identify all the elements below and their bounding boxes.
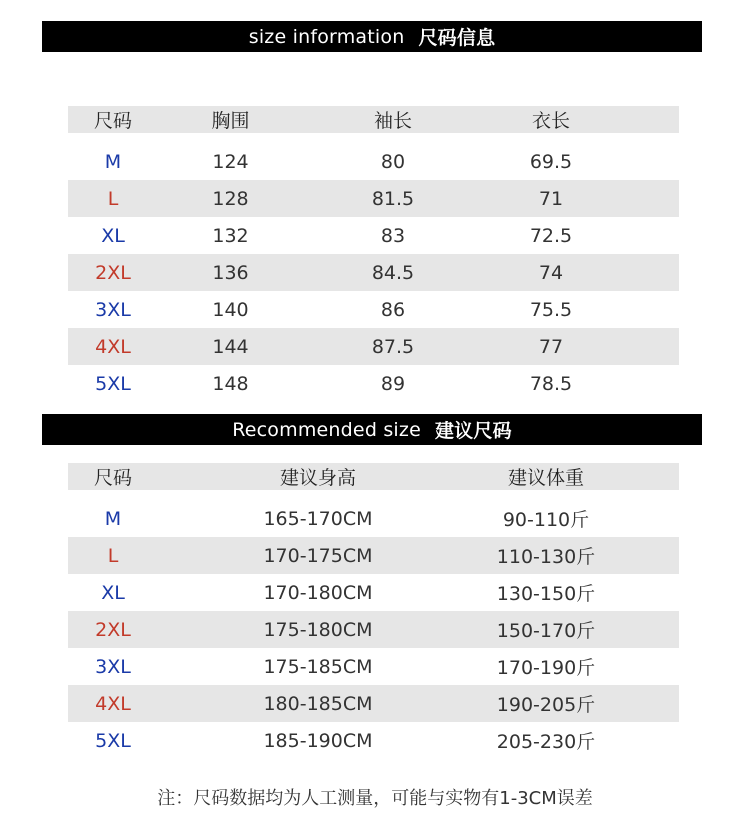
table-row xyxy=(68,722,679,759)
size-information-table xyxy=(68,106,679,402)
height-cell: 170-180CM xyxy=(263,581,373,604)
chest-cell: 124 xyxy=(212,150,249,173)
table-row xyxy=(68,495,679,537)
table-row xyxy=(68,254,679,291)
spacer-cell xyxy=(619,291,679,328)
height-cell: 180-185CM xyxy=(158,685,478,722)
spacer-cell xyxy=(614,648,679,685)
table-row xyxy=(68,365,679,402)
banner-title-zh: 尺码信息 xyxy=(418,27,496,49)
size-cell: 2XL xyxy=(68,611,158,648)
sleeve-cell: 89 xyxy=(380,372,406,395)
spacer-cell xyxy=(614,685,679,722)
spacer-cell xyxy=(619,217,679,254)
spacer-cell xyxy=(614,722,679,759)
header-sleeve: 袖长 xyxy=(303,106,483,138)
height-cell: 170-175CM xyxy=(158,537,478,574)
spacer-cell xyxy=(619,138,679,180)
size-information-banner xyxy=(42,21,702,52)
measurement-note: 注：尺码数据均为人工测量，可能与实物有1-3CM误差 xyxy=(157,788,593,809)
recommended-size-table xyxy=(68,463,679,759)
sleeve-cell: 80 xyxy=(380,150,406,173)
table-row xyxy=(68,138,679,180)
spacer-cell xyxy=(619,180,679,217)
size-cell: 2XL xyxy=(68,254,158,291)
size-cell: M xyxy=(104,507,122,530)
length-cell: 77 xyxy=(483,328,619,365)
size-cell: 5XL xyxy=(95,372,131,395)
sleeve-cell: 84.5 xyxy=(303,254,483,291)
length-cell: 75.5 xyxy=(529,298,573,321)
height-cell: 175-180CM xyxy=(158,611,478,648)
chest-cell: 144 xyxy=(158,328,303,365)
sleeve-cell: 86 xyxy=(380,298,406,321)
size-cell: M xyxy=(104,150,122,173)
spacer-cell xyxy=(619,254,679,291)
size-cell: 5XL xyxy=(95,729,131,752)
weight-cell: 190-205斤 xyxy=(478,685,614,722)
size-cell: XL xyxy=(101,224,125,247)
spacer-cell xyxy=(614,537,679,574)
size-cell: 4XL xyxy=(68,328,158,365)
header-size: 尺码 xyxy=(68,106,158,138)
chest-cell: 132 xyxy=(212,224,249,247)
weight-cell: 150-170斤 xyxy=(478,611,614,648)
spacer-cell xyxy=(614,495,679,537)
table-row xyxy=(68,537,679,574)
banner-title-zh: 建议尺码 xyxy=(434,420,512,442)
size-cell: 3XL xyxy=(95,655,131,678)
header-chest: 胸围 xyxy=(158,106,303,138)
length-cell: 78.5 xyxy=(529,372,573,395)
height-cell: 165-170CM xyxy=(263,507,373,530)
table-header-row xyxy=(68,106,679,138)
weight-cell: 205-230斤 xyxy=(496,731,596,753)
table-row xyxy=(68,217,679,254)
weight-cell: 130-150斤 xyxy=(496,583,596,605)
length-cell: 71 xyxy=(483,180,619,217)
sleeve-cell: 87.5 xyxy=(303,328,483,365)
spacer-cell xyxy=(614,611,679,648)
spacer-cell xyxy=(619,328,679,365)
length-cell: 74 xyxy=(483,254,619,291)
length-cell: 72.5 xyxy=(529,224,573,247)
table-row xyxy=(68,611,679,648)
size-cell: L xyxy=(68,537,158,574)
spacer-cell xyxy=(614,574,679,611)
sleeve-cell: 81.5 xyxy=(303,180,483,217)
height-cell: 175-185CM xyxy=(263,655,373,678)
banner-title-en: Recommended size xyxy=(232,418,421,441)
header-size: 尺码 xyxy=(68,463,158,495)
length-cell: 69.5 xyxy=(529,150,573,173)
table-row xyxy=(68,180,679,217)
header-spacer xyxy=(614,463,679,495)
header-height: 建议身高 xyxy=(158,463,478,495)
header-weight: 建议体重 xyxy=(478,463,614,495)
header-spacer xyxy=(619,106,679,138)
table-header-row xyxy=(68,463,679,495)
size-cell: XL xyxy=(101,581,125,604)
chest-cell: 128 xyxy=(158,180,303,217)
size-cell: L xyxy=(68,180,158,217)
chest-cell: 136 xyxy=(158,254,303,291)
header-length: 衣长 xyxy=(483,106,619,138)
chest-cell: 148 xyxy=(212,372,249,395)
sleeve-cell: 83 xyxy=(380,224,406,247)
size-cell: 3XL xyxy=(95,298,131,321)
table-row xyxy=(68,648,679,685)
recommended-size-banner xyxy=(42,414,702,445)
banner-title-en: size information xyxy=(248,25,405,48)
table-row xyxy=(68,291,679,328)
weight-cell: 170-190斤 xyxy=(496,657,596,679)
spacer-cell xyxy=(619,365,679,402)
size-cell: 4XL xyxy=(68,685,158,722)
table-row xyxy=(68,328,679,365)
weight-cell: 110-130斤 xyxy=(478,537,614,574)
height-cell: 185-190CM xyxy=(263,729,373,752)
chest-cell: 140 xyxy=(212,298,249,321)
table-row xyxy=(68,685,679,722)
weight-cell: 90-110斤 xyxy=(502,509,590,531)
table-row xyxy=(68,574,679,611)
